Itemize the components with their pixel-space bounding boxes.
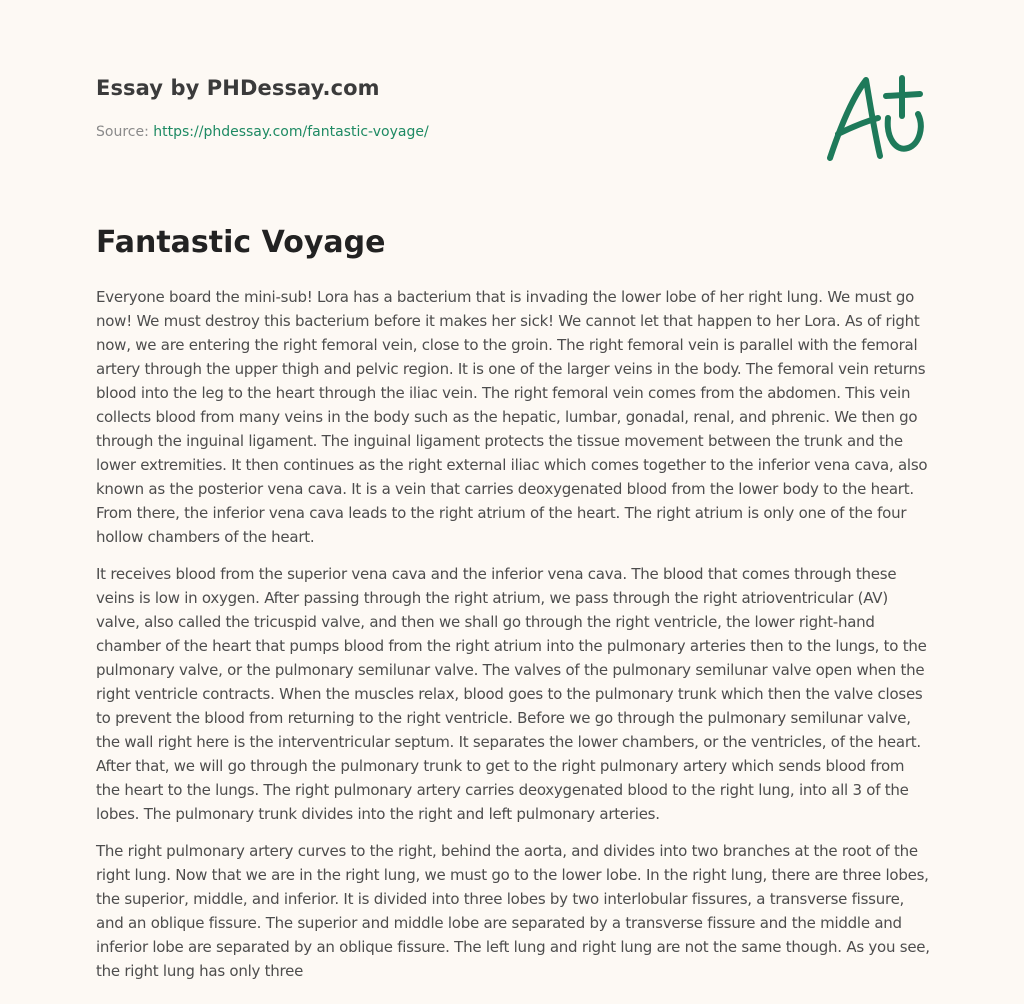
essay-title: Fantastic Voyage <box>96 225 386 260</box>
essay-paragraph: It receives blood from the superior vena cava and the inferior vena cava. The blood that comes through these veins is low in oxygen. After passing through the right atrium, we pass through the right atrioventricular (AV) valve, also called the tricuspid valve, and then we shall go through the right ventricle, the lower right-hand chamber of the heart that pumps blood from the right atrium into the pulmonary arteries then to the lungs, to the pulmonary valve, or the pulmonary semilunar valve. The valves of the pulmonary semilunar valve open when the right ventricle contracts. When the muscles relax, blood goes to the pulmonary trunk which then the valve closes to prevent the blood from returning to the right ventricle. Before we go through the pulmonary semilunar valve, the wall right here is the interventricular septum. It separates the lower chambers, or the ventricles, of the heart. After that, we will go through the pulmonary trunk to get to the right pulmonary artery which sends blood from the heart to the lungs. The right pulmonary artery carries deoxygenated blood to the right lung, into all 3 of the lobes. The pulmonary trunk divides into the right and left pulmonary arteries. <box>96 565 927 823</box>
essay-body <box>96 285 932 996</box>
essay-paragraph: Everyone board the mini-sub! Lora has a bacterium that is invading the lower lobe of her right lung. We must go now! We must destroy this bacterium before it makes her sick! We cannot let that happen to her Lora. As of right now, we are entering the right femoral vein, close to the groin. The right femoral vein is parallel with the femoral artery through the upper thigh and pelvic region. It is one of the larger veins in the body. The femoral vein returns blood into the leg to the heart through the iliac vein. The right femoral vein comes from the abdomen. This vein collects blood from many veins in the body such as the hepatic, lumbar, gonadal, renal, and phrenic. We then go through the inguinal ligament. The inguinal ligament protects the tissue movement between the trunk and the lower extremities. It then continues as the right external iliac which comes together to the inferior vena cava, also known as the posterior vena cava. It is a vein that carries deoxygenated blood from the lower body to the heart. From there, the inferior vena cava leads to the right atrium of the heart. The right atrium is only one of the four hollow chambers of the heart. <box>96 288 928 546</box>
a-plus-grade-icon <box>820 68 930 168</box>
source-label: Source: <box>96 124 154 140</box>
brand-title: Essay by PHDessay.com <box>96 76 380 100</box>
essay-paragraph: The right pulmonary artery curves to the right, behind the aorta, and divides into two branches at the root of the right lung. Now that we are in the right lung, we must go to the lower lobe. In the right lung, there are three lobes, the superior, middle, and inferior. It is divided into three lobes by two interlobular fissures, a transverse fissure, and an oblique fissure. The superior and middle lobe are separated by a transverse fissure and the middle and inferior lobe are separated by an oblique fissure. The left lung and right lung are not the same though. As you see, the right lung has only three <box>96 842 930 980</box>
source-link[interactable]: https://phdessay.com/fantastic-voyage/ <box>153 124 429 140</box>
source-line <box>96 124 429 140</box>
